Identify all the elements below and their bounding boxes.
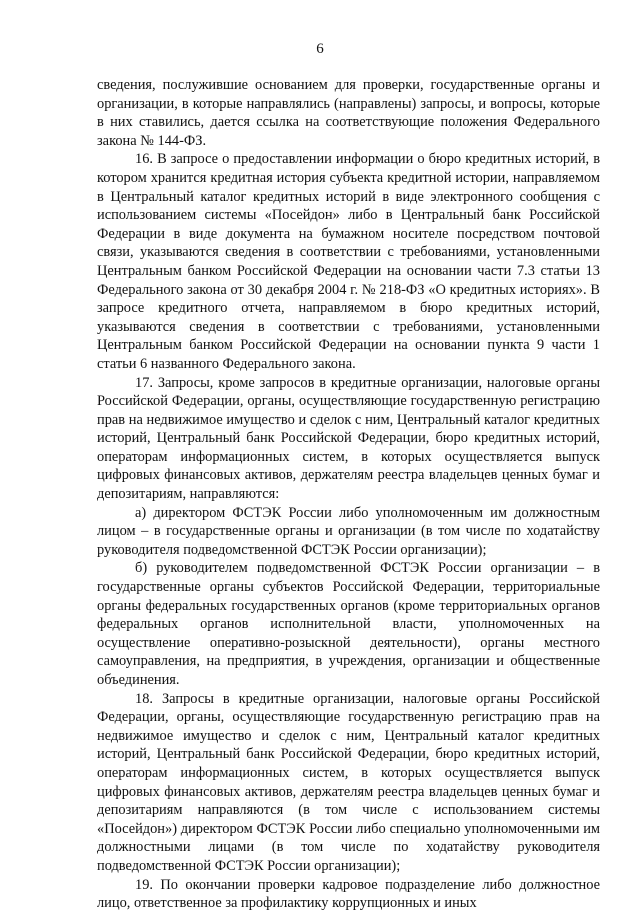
page-number: 6 bbox=[316, 41, 324, 57]
paragraph-16: 16. В запросе о предоставлении информации о бюро кредитных историй, в котором хранится кредитная история субъекта кредитной истории, направляемом в Центральный каталог кредитных историй в виде электронного сообщения с использованием системы «Посейдон» либо в Центральный банк Российской Федерации в виде документа на бумажном носителе посредством почтовой связи, указываются сведения в соответствии с требованиями, установленными Центральным банком Российской Федерации на основании части 7.3 статьи 13 Федерального закона от 30 декабря 2004 г. № 218-ФЗ «О кредитных историях». В запросе кредитного отчета, направляемом в бюро кредитных историй, указываются сведения в соответствии с требованиями, установленными Центральным банком Российской Федерации на основании пункта 9 части 1 статьи 6 названного Федерального закона. bbox=[97, 151, 600, 372]
document-body bbox=[97, 76, 600, 913]
paragraph-19: 19. По окончании проверки кадровое подразделение либо должностное лицо, ответственное за профилактику коррупционных и иных bbox=[97, 876, 600, 912]
paragraph-17: 17. Запросы, кроме запросов в кредитные организации, налоговые органы Российской Федерации, органы, осуществляющие государственную регистрацию прав на недвижимое имущество и сделок с ним, Центральный каталог кредитных историй, Центральный банк Российской Федерации, бюро кредитных историй, операторам информационных систем, в которых осуществляется выпуск цифровых финансовых активов, держателям реестра владельцев ценных бумаг и депозитариям, направляются: bbox=[97, 374, 600, 503]
paragraph-continuation: сведения, послужившие основанием для проверки, государственные органы и организации, в которые направлялись (направлены) запросы, и вопросы, которые в них ставились, дается ссылка на соответствующие положения Федерального закона № 144-ФЗ. bbox=[97, 77, 600, 149]
paragraph-17-a: а) директором ФСТЭК России либо уполномоченным им должностным лицом – в государственные органы и организации (в том числе по ходатайству руководителя подведомственной ФСТЭК России организации); bbox=[97, 504, 600, 558]
paragraph-18: 18. Запросы в кредитные организации, налоговые органы Российской Федерации, органы, осуществляющие государственную регистрацию прав на недвижимое имущество и сделок с ним, Центральный каталог кредитных историй, Центральный банк Российской Федерации, бюро кредитных историй, операторам информационных систем, в которых осуществляется выпуск цифровых финансовых активов, держателям реестра владельцев ценных бумаг и депозитариям направляются (в том числе с использованием системы «Посейдон») директором ФСТЭК России либо специально уполномоченными им должностными лицами (в том числе по ходатайству руководителя подведомственной ФСТЭК России организации); bbox=[97, 690, 600, 874]
paragraph-17-b: б) руководителем подведомственной ФСТЭК России организации – в государственные органы субъектов Российской Федерации, территориальные органы федеральных государственных органов (кроме территориальных органов федеральных органов исполнительной власти, уполномоченных на осуществление оперативно-розыскной деятельности), органы местного самоуправления, на предприятия, в учреждения, организации и общественные объединения. bbox=[97, 560, 600, 688]
